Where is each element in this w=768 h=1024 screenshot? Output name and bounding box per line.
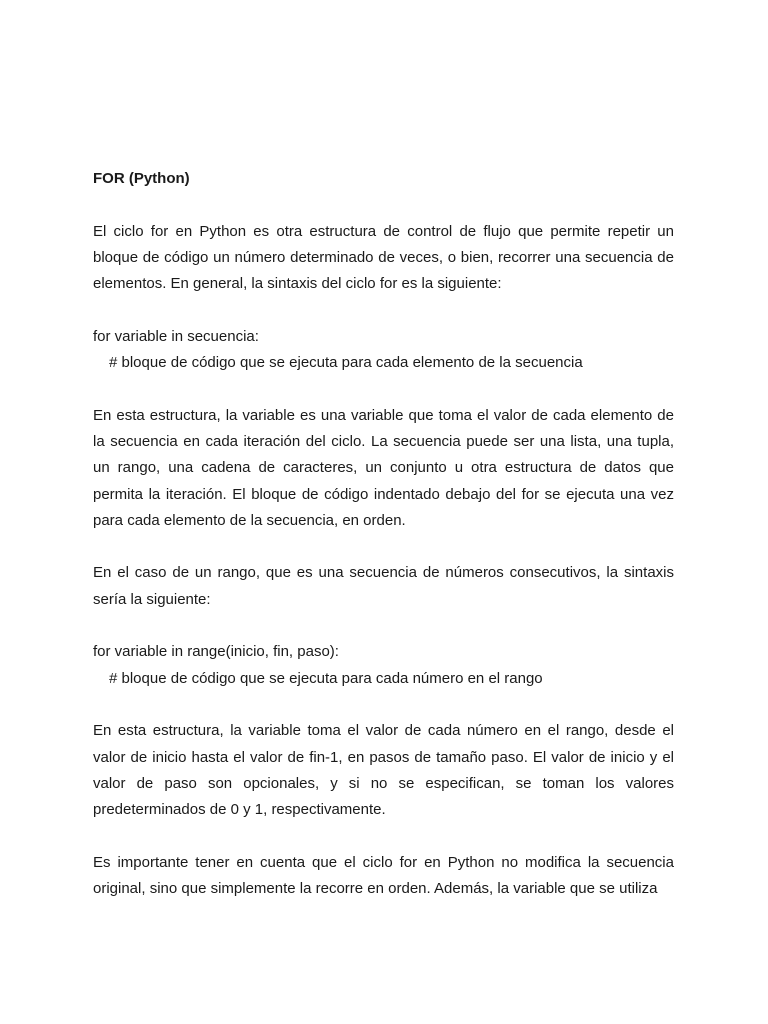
spacer — [93, 823, 674, 849]
code-block-for-range — [93, 639, 674, 692]
spacer — [93, 534, 674, 560]
code-line-indented: # bloque de código que se ejecuta para cada elemento de la secuencia — [109, 354, 583, 372]
document-title: FOR (Python) — [93, 170, 190, 187]
code-line: for variable in secuencia: — [93, 327, 259, 345]
spacer — [93, 297, 674, 323]
paragraph-range-explicacion: En esta estructura, la variable toma el valor de cada número en el rango, desde el valor de inicio hasta el valor de fin-1, en pasos de tamaño paso. El valor de inicio y el valor de paso son opcionales, y si no se especifican, se toman los valores predeterminados de 0 y 1, respectivamente. — [93, 722, 674, 819]
document-page — [93, 166, 674, 902]
code-line-indented: # bloque de código que se ejecuta para cada número en el rango — [109, 669, 543, 687]
paragraph-estructura: En esta estructura, la variable es una variable que toma el valor de cada elemento de la secuencia en cada iteración del ciclo. La secuencia puede ser una lista, una tupla, un rango, una cadena de caracteres, un conjunto u otra estructura de datos que permita la iteración. El bloque de código indentado debajo del for se ejecuta una vez para cada elemento de la secuencia, en orden. — [93, 406, 674, 529]
spacer — [93, 613, 674, 639]
paragraph-importante: Es importante tener en cuenta que el ciclo for en Python no modifica la secuencia original, sino que simplemente la recorre en orden. Además, la variable que se utiliza — [93, 853, 674, 898]
spacer — [93, 376, 674, 402]
paragraph-rango: En el caso de un rango, que es una secuencia de números consecutivos, la sintaxis sería la siguiente: — [93, 564, 674, 608]
code-block-for-secuencia — [93, 324, 674, 377]
paragraph-intro: El ciclo for en Python es otra estructura de control de flujo que permite repetir un bloque de código un número determinado de veces, o bien, recorrer una secuencia de elementos. En general, la sintaxis del ciclo for es la siguiente: — [93, 222, 674, 293]
spacer — [93, 192, 674, 218]
code-line: for variable in range(inicio, fin, paso): — [93, 643, 339, 661]
spacer — [93, 692, 674, 718]
